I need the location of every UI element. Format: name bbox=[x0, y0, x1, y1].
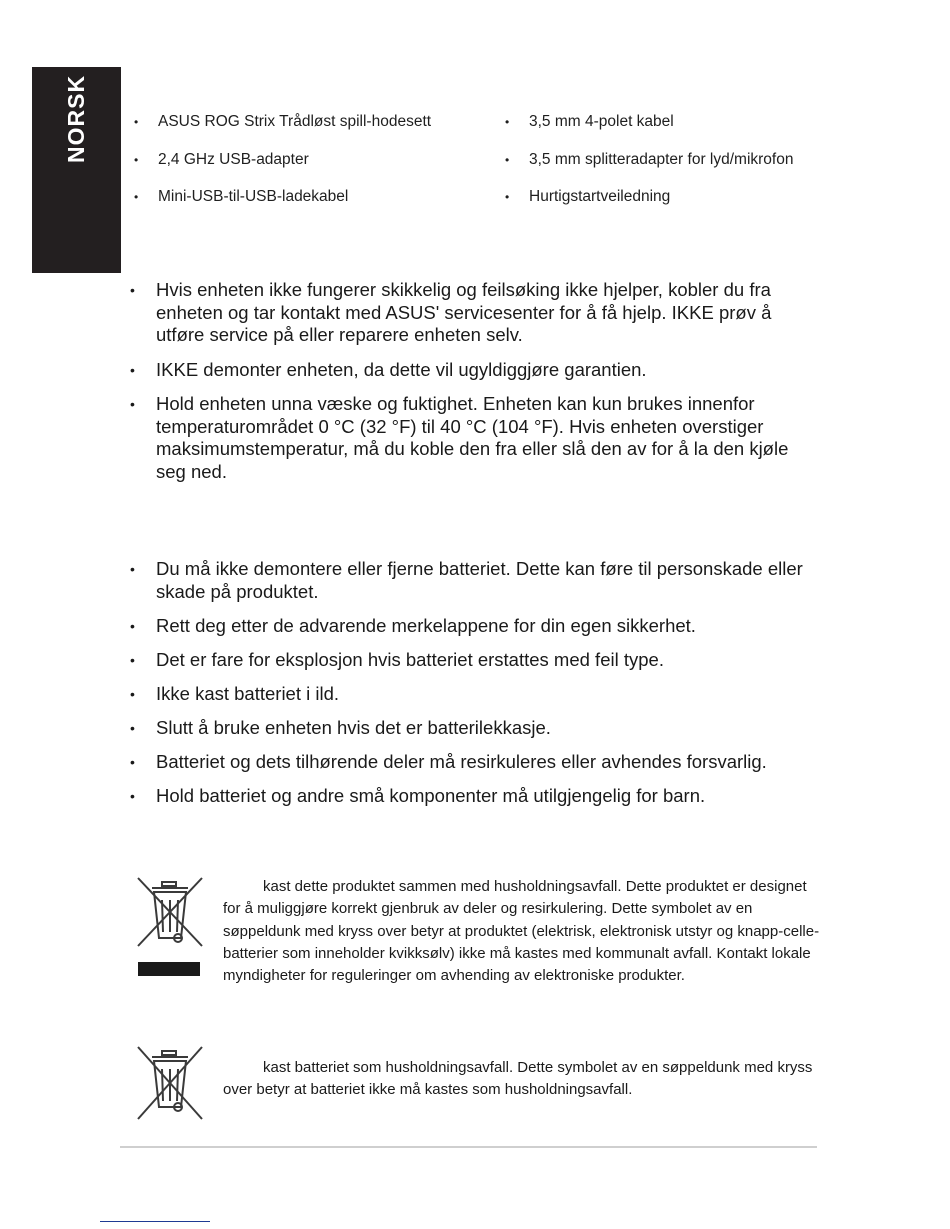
package-contents-left bbox=[134, 111, 431, 224]
list-item: • IKKE demonter enheten, da dette vil ugyldiggjøre garantien. bbox=[130, 359, 820, 382]
list-item: • 2,4 GHz USB-adapter bbox=[134, 149, 431, 187]
list-item: • Du må ikke demontere eller fjerne batteriet. Dette kan føre til personskade eller skade på produktet. bbox=[130, 558, 820, 603]
crossed-out-wheelie-bin-icon bbox=[134, 1045, 206, 1125]
list-item: • Mini-USB-til-USB-ladekabel bbox=[134, 186, 431, 224]
list-item: • Slutt å bruke enheten hvis det er batterilekkasje. bbox=[130, 717, 820, 740]
crossed-out-wheelie-bin-icon bbox=[134, 876, 206, 980]
list-item: • Rett deg etter de advarende merkelappene for din egen sikkerhet. bbox=[130, 615, 820, 638]
safety-guidelines-list bbox=[130, 279, 820, 495]
footer-underline bbox=[100, 1221, 210, 1222]
language-label: NORSK bbox=[63, 75, 89, 164]
list-item: • Det er fare for eksplosjon hvis batteriet erstattes med feil type. bbox=[130, 649, 820, 672]
list-item: • Hold batteriet og andre små komponenter må utilgjengelig for barn. bbox=[130, 785, 820, 808]
list-item: • 3,5 mm 4-polet kabel bbox=[505, 111, 793, 149]
battery-disposal-text: kast batteriet som husholdningsavfall. Dette symbolet av en søppeldunk med kryss over betyr at batteriet ikke må kastes som husholdningsavfall. bbox=[223, 1059, 813, 1099]
list-item: • Hold enheten unna væske og fuktighet. Enheten kan kun brukes innenfor temperaturområdet 0 °C (32 °F) til 40 °C (104 °F). Hvis enheten overstiger maksimumstemperatur, må du koble den fra eller slå den av for å la den kjøle seg ned. bbox=[130, 393, 820, 483]
list-item: • Ikke kast batteriet i ild. bbox=[130, 683, 820, 706]
list-item: • Hurtigstartveiledning bbox=[505, 186, 793, 224]
list-item: • Batteriet og dets tilhørende deler må resirkuleres eller avhendes forsvarlig. bbox=[130, 751, 820, 774]
list-item: • 3,5 mm splitteradapter for lyd/mikrofon bbox=[505, 149, 793, 187]
language-side-tab bbox=[32, 67, 121, 273]
battery-safety-list bbox=[130, 558, 820, 819]
list-item: • Hvis enheten ikke fungerer skikkelig og feilsøking ikke hjelper, kobler du fra enheten og tar kontakt med ASUS' servicesenter for å få hjelp. IKKE prøv å utføre service på eller reparere enheten selv. bbox=[130, 279, 820, 347]
package-contents-right bbox=[505, 111, 793, 224]
footer-divider bbox=[120, 1146, 817, 1148]
list-item: • ASUS ROG Strix Trådløst spill-hodesett bbox=[134, 111, 431, 149]
product-disposal-text: kast dette produktet sammen med husholdningsavfall. Dette produktet er designet for å muliggjøre korrekt gjenbruk av deler og resirkulering. Dette symbolet av en søppeldunk med kryss over betyr at produktet (elektrisk, elektronisk utstyr og knapp-celle-batterier som inneholder kvikksølv) ikke må kastes med kommunalt avfall. Kontakt lokale myndigheter for reguleringer om avhending av elektroniske produkter. bbox=[223, 878, 820, 985]
